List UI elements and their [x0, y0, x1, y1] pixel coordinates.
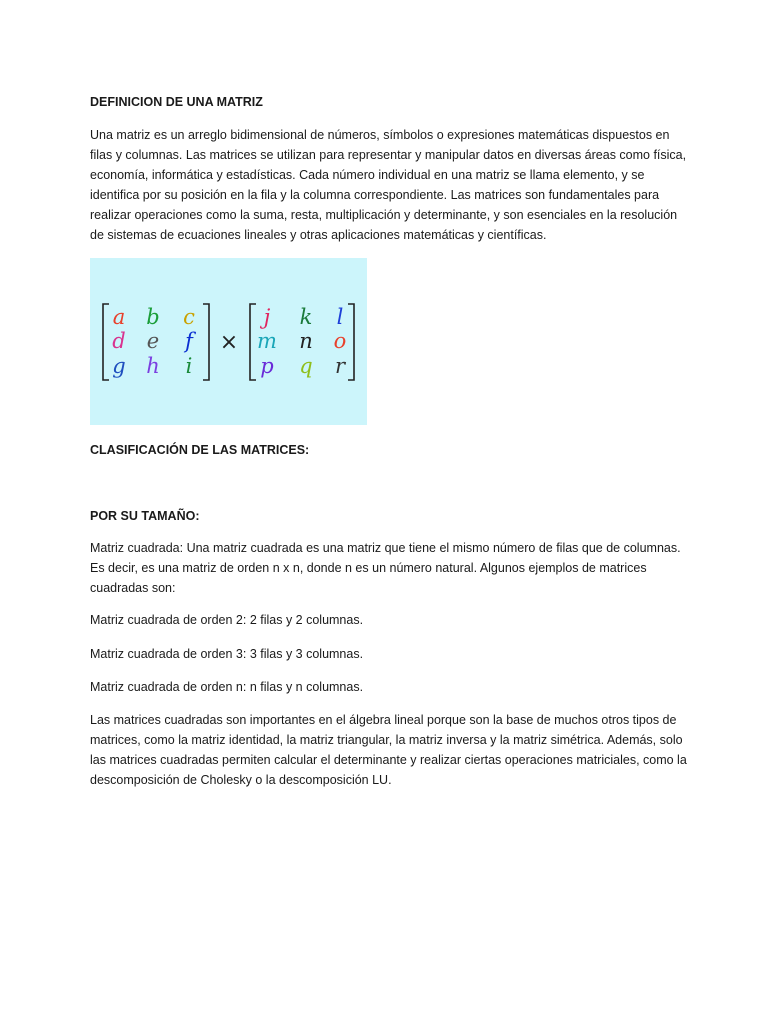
left-matrix-cell-0-0: a: [112, 305, 126, 329]
example-order-3: Matriz cuadrada de orden 3: 3 filas y 3 columnas.: [90, 647, 364, 661]
right-matrix-cell-0-2: l: [336, 305, 344, 329]
right-matrix-cell-2-0: p: [260, 354, 274, 378]
right-matrix-open-bracket: [250, 304, 256, 380]
left-matrix-cell-0-1: b: [146, 305, 160, 329]
right-matrix-cell-2-2: r: [334, 354, 346, 378]
definition-paragraph: Una matriz es un arreglo bidimensional de números, símbolos o expresiones matemáticas dispuestos en filas y columnas. Las matrices se utilizan para representar y manipular datos en diversas áreas como física, economía, informática y estadísticas. Cada número individual en una matriz se llama elemento, y se identifica por su posición en la fila y la columna correspondiente. Las matrices son fundamentales para realizar operaciones como la suma, resta, multiplicación y determinante, y son esenciales en la resolución de sistemas de ecuaciones lineales y otras aplicaciones matemáticas y científicas.: [90, 128, 687, 242]
left-matrix-cell-1-2: f: [185, 329, 193, 353]
square-matrix-paragraph: Matriz cuadrada: Una matriz cuadrada es una matriz que tiene el mismo número de filas que de columnas. Es decir, es una matriz de orden n x n, donde n es un número natural. Algunos ejemplos de matrices cuadradas son:: [90, 541, 681, 595]
left-matrix-cell-1-0: d: [112, 329, 126, 353]
importance-paragraph: Las matrices cuadradas son importantes en el álgebra lineal porque son la base de muchos otros tipos de matrices, como la matriz identidad, la matriz triangular, la matriz inversa y la matriz simétrica. Además, solo las matrices cuadradas permiten calcular el determinante y realizar ciertas operaciones matriciales, como la descomposición de Cholesky o la descomposición LU.: [90, 713, 687, 787]
right-matrix-cell-2-1: q: [299, 354, 313, 378]
right-matrix-cell-0-1: k: [299, 305, 313, 329]
matrix-product-image: [90, 258, 367, 425]
right-matrix-close-bracket: [348, 304, 354, 380]
left-matrix-cell-2-0: g: [112, 354, 126, 378]
section-title-classification: CLASIFICACIÓN DE LAS MATRICES:: [90, 443, 310, 457]
left-matrix-cell-2-1: h: [146, 354, 160, 378]
example-order-2: Matriz cuadrada de orden 2: 2 filas y 2 columnas.: [90, 613, 364, 627]
right-matrix-cell-1-2: o: [333, 329, 347, 353]
right-matrix-cell-1-1: n: [299, 329, 313, 353]
right-matrix-cell-0-0: j: [263, 305, 271, 329]
right-matrix-cell-1-0: m: [257, 329, 277, 353]
section-title-definition: DEFINICION DE UNA MATRIZ: [90, 95, 263, 109]
multiplication-operator: ×: [219, 330, 239, 355]
left-matrix-close-bracket: [203, 304, 209, 380]
left-matrix-open-bracket: [103, 304, 109, 380]
left-matrix-cell-1-1: e: [146, 329, 160, 353]
section-title-by-size: POR SU TAMAÑO:: [90, 509, 200, 523]
left-matrix-cell-2-2: i: [185, 354, 193, 378]
matrix-multiplication-figure: [90, 258, 367, 425]
example-order-n: Matriz cuadrada de orden n: n filas y n columnas.: [90, 680, 364, 694]
left-matrix-cell-0-2: c: [183, 305, 195, 329]
